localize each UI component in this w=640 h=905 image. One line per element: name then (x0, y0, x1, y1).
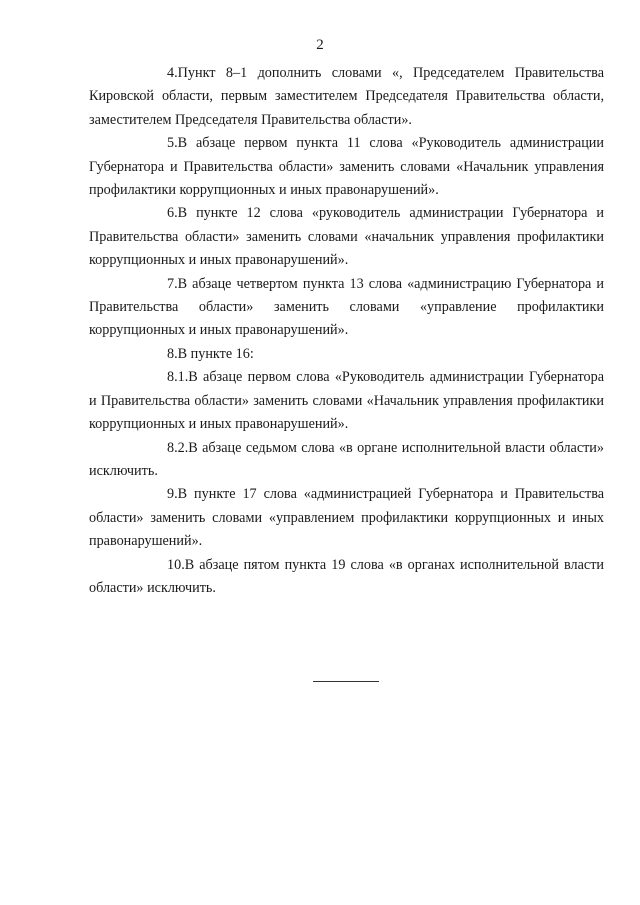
item-text: В абзаце первом слова «Руководитель администрации Губернатора и Правительства области» заменить словами «Начальник управления профилактики коррупционных и иных правонарушений». (89, 369, 604, 433)
item-number: 10. (167, 556, 185, 573)
end-of-document-rule (313, 681, 379, 682)
item-number: 9. (167, 486, 178, 503)
page-number: 2 (316, 37, 324, 53)
item-text: В абзаце пятом пункта 19 слова «в органах исполнительной власти области» исключить. (89, 556, 604, 596)
item-text: Пункт 8–1 дополнить словами «, Председателем Правительства Кировской области, первым заместителем Председателя Правительства области, заместителем Председателя Правительства области». (89, 65, 604, 128)
paragraph-item-7 (89, 273, 604, 343)
item-number: 5. (167, 135, 178, 152)
item-text: В пункте 17 слова «администрацией Губернатора и Правительства области» заменить словами «управлением профилактики коррупционных и иных правонарушений». (89, 486, 604, 550)
item-text: В абзаце первом пункта 11 слова «Руководитель администрации Губернатора и Правительства области» заменить словами «Начальник управления профилактики коррупционных и иных правонарушений». (89, 135, 604, 199)
paragraph-item-4 (89, 62, 604, 132)
item-number: 8.2. (167, 439, 189, 456)
item-text: В абзаце четвертом пункта 13 слова «администрацию Губернатора и Правительства области» заменить словами «управление профилактики коррупционных и иных правонарушений». (89, 275, 604, 339)
paragraph-item-8-1 (89, 366, 604, 436)
paragraph-item-6 (89, 202, 604, 272)
item-number: 8.1. (167, 369, 189, 386)
paragraph-item-8 (89, 343, 604, 366)
paragraph-item-5 (89, 132, 604, 202)
item-number: 8. (167, 345, 178, 362)
paragraph-item-10 (89, 554, 604, 601)
item-text: В пункте 16: (177, 345, 254, 362)
paragraph-item-9 (89, 483, 604, 553)
item-number: 4. (167, 65, 178, 81)
document-body (89, 62, 604, 600)
item-number: 7. (167, 275, 178, 292)
item-number: 6. (167, 205, 178, 222)
item-text: В пункте 12 слова «руководитель администрации Губернатора и Правительства области» заменить словами «начальник управления профилактики коррупционных и иных правонарушений». (89, 205, 604, 269)
item-text: В абзаце седьмом слова «в органе исполнительной власти области» исключить. (89, 439, 604, 479)
paragraph-item-8-2 (89, 437, 604, 484)
